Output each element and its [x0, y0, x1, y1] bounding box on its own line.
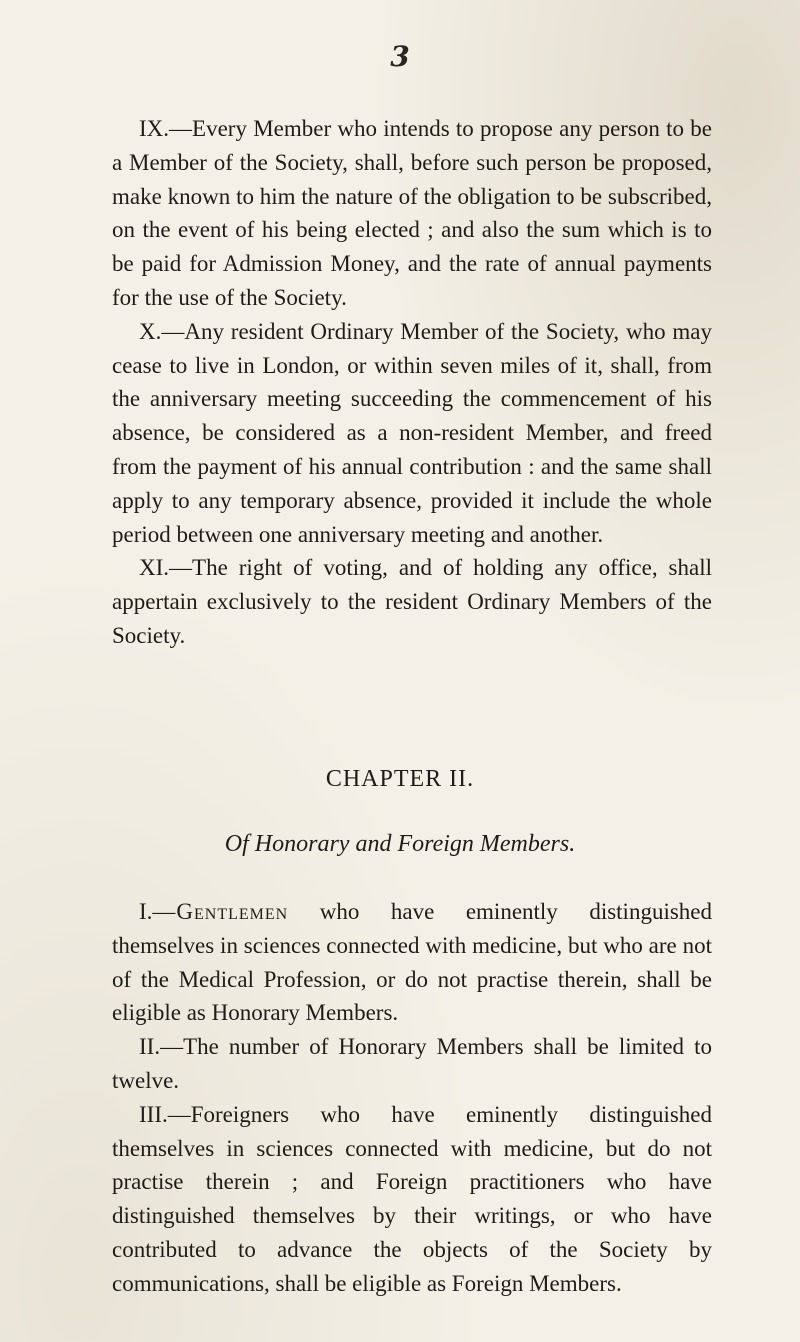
rule-numeral: X.: [139, 318, 162, 344]
chapter-heading: CHAPTER II.: [325, 766, 475, 792]
rule-text: —Foreigners who have eminently distinguished themselves in sciences connected with medicine, but do not practise therein ; and Foreign practitioners who have distinguished themselves by their writings, or who have contributed to advance the objects of the Society by communications, shall be eligible as Foreign Members.: [112, 1101, 712, 1296]
rule-text: —Any resident Ordinary Member of the Society, who may cease to live in London, or within seven miles of it, shall, from the anniversary meeting succeeding the commencement of his absence, be considered as a non-resident Member, and freed from the payment of his annual contribution : and the same shall apply to any temporary absence, provided it include the whole period between one anniversary meeting and another.: [112, 318, 712, 547]
rule-paragraph: [112, 551, 712, 652]
rules-section-top: [112, 112, 712, 653]
rule-lead-word: —Gentlemen: [152, 899, 289, 924]
rule-numeral: II.: [139, 1034, 161, 1060]
rule-paragraph: [112, 1098, 712, 1301]
rule-text: who have eminently distinguished themselves in sciences connected with medicine, but who are not of the Medical Profession, or do not practise therein, shall be eligible as Honorary Members.: [112, 899, 712, 1026]
rule-text: —The right of voting, and of holding any office, shall appertain exclusively to the resident Ordinary Members of the Society.: [112, 555, 712, 648]
rule-numeral: IX.: [139, 116, 170, 141]
rule-paragraph: [112, 315, 712, 552]
rules-section-bottom: [112, 895, 712, 1301]
rule-text: —Every Member who intends to propose any person to be a Member of the Society, shall, before such person be proposed, make known to him the nature of the obligation to be subscribed, on the event of his being elected ; and also the sum which is to be paid for Admission Money, and the rate of annual payments for the use of the Society.: [112, 116, 712, 310]
rule-numeral: III.: [139, 1101, 168, 1127]
chapter-subtitle: Of Honorary and Foreign Members.: [224, 831, 576, 857]
rule-paragraph: [112, 895, 712, 1030]
rule-numeral: XI.: [139, 555, 170, 581]
rule-numeral: I.: [139, 899, 153, 924]
page-number: 3: [390, 40, 410, 73]
rule-paragraph: [112, 1030, 712, 1098]
rule-text: —The number of Honorary Members shall be limited to twelve.: [112, 1034, 712, 1093]
rule-paragraph: [112, 112, 712, 315]
